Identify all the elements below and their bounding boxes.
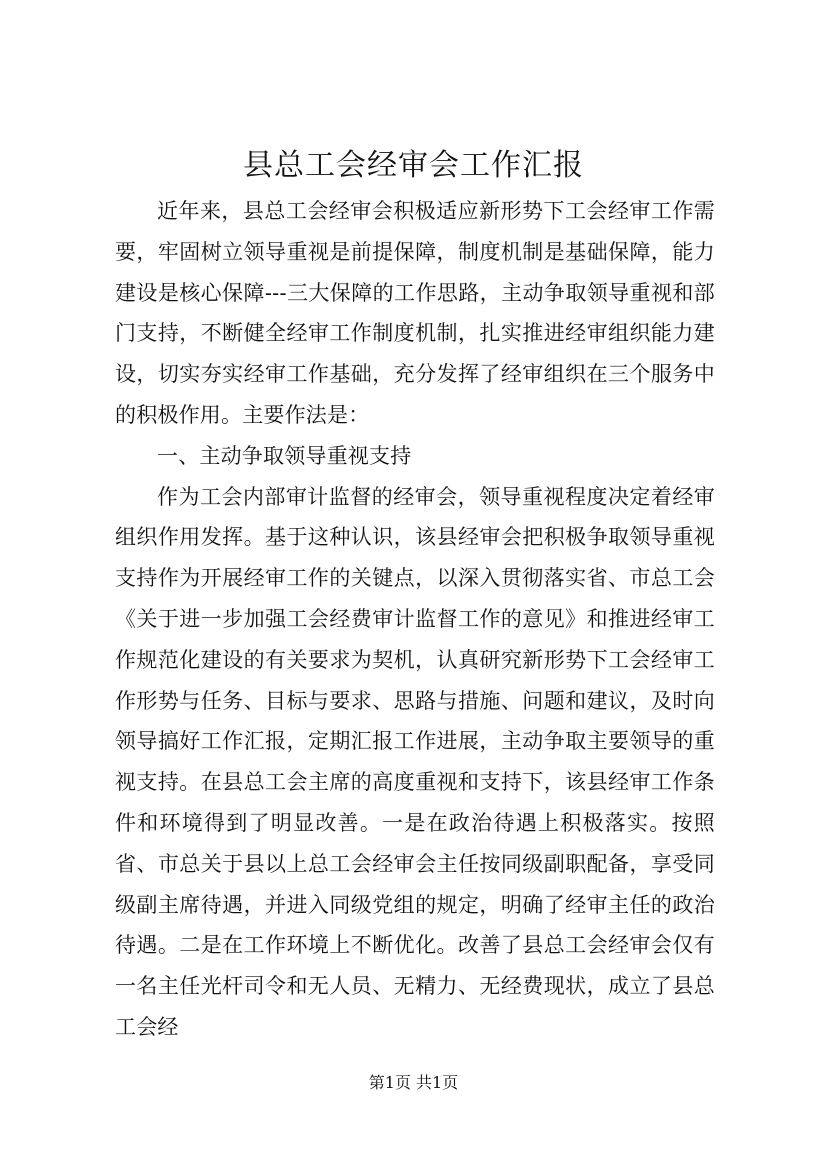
document-title: 县总工会经审会工作汇报 <box>243 148 584 183</box>
section-heading-1: 一、主动争取领导重视支持 <box>157 443 412 468</box>
paragraph-section-1: 作为工会内部审计监督的经审会，领导重视程度决定着经审组织作用发挥。基于这种认识，该县经审会把积极争取领导重视支持作为开展经审工作的关键点，以深入贯彻落实省、市总工会《关于进一步加强工会经费审计监督工作的意见》和推进经审工作规范化建设的有关要求为契机，认真研究新形势下工会经审工作形势与任务、目标与要求、思路与措施、问题和建议，及时向领导搞好工作汇报，定期汇报工作进展，主动争取主要领导的重视支持。在县总工会主席的高度重视和支持下，该县经审工作条件和环境得到了明显改善。一是在政治待遇上积极落实。按照省、市总关于县以上总工会经审会主任按同级副职配备，享受同级副主席待遇，并进入同级党组的规定，明确了经审主任的政治待遇。二是在工作环境上不断优化。改善了县总工会经审会仅有一名主任光杆司令和无人员、无精力、无经费现状，成立了县总工会经 <box>115 484 715 1039</box>
paragraph-intro: 近年来，县总工会经审会积极适应新形势下工会经审工作需要，牢固树立领导重视是前提保障，制度机制是基础保障，能力建设是核心保障---三大保障的工作思路，主动争取领导重视和部门支持，不断健全经审工作制度机制，扎实推进经审组织能力建设，切实夯实经审工作基础，充分发挥了经审组织在三个服务中的积极作用。主要作法是： <box>115 199 715 427</box>
page-footer: 第1页 共1页 <box>368 1073 459 1092</box>
document-body <box>115 191 715 1048</box>
